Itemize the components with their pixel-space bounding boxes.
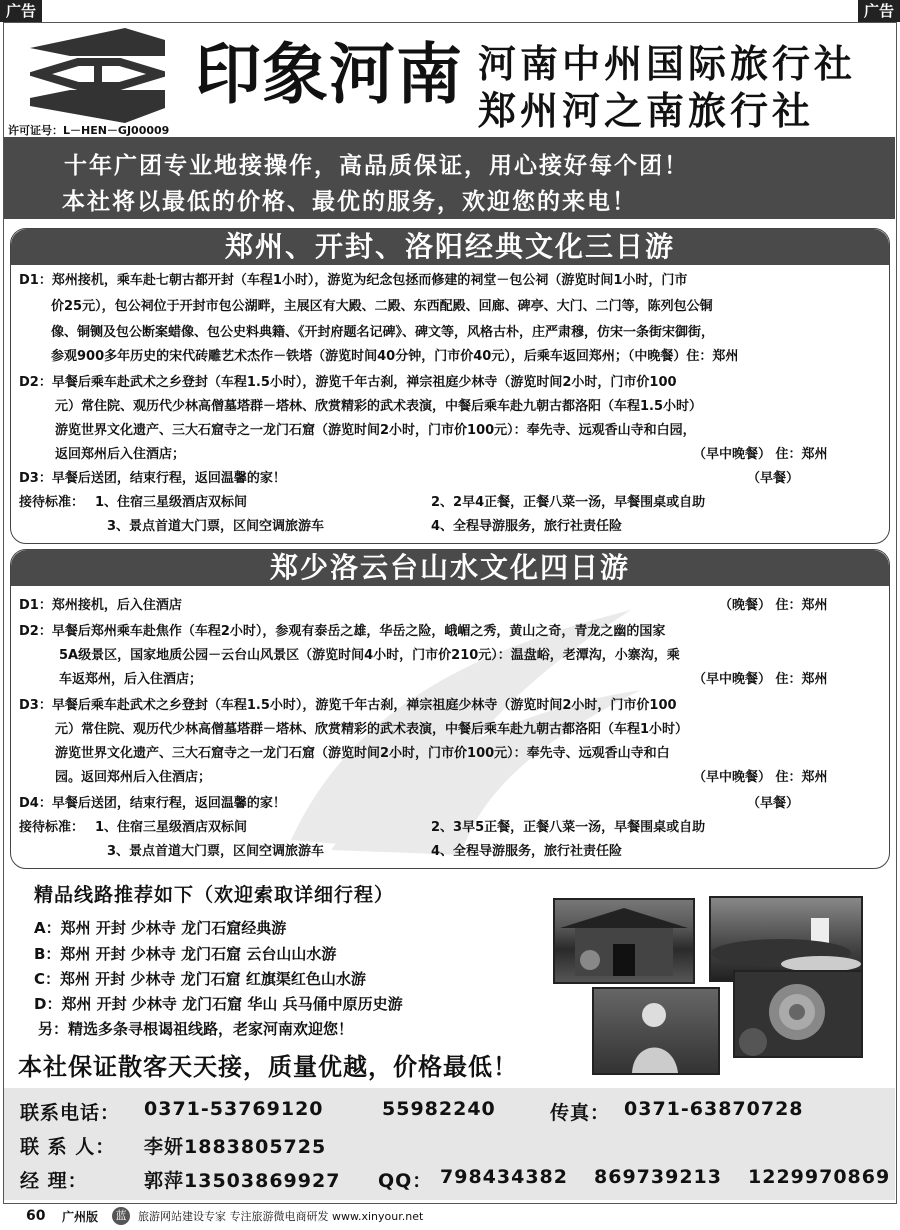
itinerary-line: 5A级景区，国家地质公园－云台山风景区（游览时间4小时，门市价210元）：温盘峪，老潭沟，小寨沟，乘 — [59, 648, 680, 663]
tour-title: 郑州、开封、洛阳经典文化三日游 — [11, 229, 889, 265]
itinerary-line: D2：早餐后郑州乘车赴焦作（车程2小时），参观有泰岳之雄，华岳之险，峨嵋之秀，黄山之奇，青龙之幽的国家 — [19, 624, 666, 639]
itinerary-line: 车返郑州，后入住酒店； — [59, 672, 203, 687]
fax-label: 传真： — [550, 1102, 611, 1124]
qq-label: QQ： — [378, 1170, 433, 1192]
standard-item: 1、住宿三星级酒店双标间 — [95, 495, 248, 510]
route-item: C：郑州 开封 少林寺 龙门石窟 红旗渠红色山水游 — [34, 970, 366, 988]
brand-title: 印象河南 — [195, 36, 463, 113]
tour-panel-1 — [10, 228, 890, 544]
qq-number: 798434382 — [440, 1166, 568, 1188]
contact-person: 李妍1883805725 — [144, 1136, 327, 1158]
meal-info: （晚餐） 住：郑州 — [719, 598, 828, 613]
ad-tag-right: 广告 — [858, 0, 900, 22]
route-item: B：郑州 开封 少林寺 龙门石窟 云台山山水游 — [34, 945, 337, 963]
itinerary-line: 价25元），包公祠位于开封市包公湖畔，主展区有大殿、二殿、东西配殿、回廊、碑亭、大门、二门等，陈列包公铜 — [51, 299, 713, 314]
standard-label: 接待标准： — [19, 820, 85, 835]
tour-panel-2 — [10, 549, 890, 869]
standard-item: 3、景点首道大门票，区间空调旅游车 — [107, 519, 325, 534]
itinerary-line: D3：早餐后乘车赴武术之乡登封（车程1.5小时），游览千年古刹，禅宗祖庭少林寺（游览时间2小时，门市价100 — [19, 698, 677, 713]
manager-label: 经 理： — [20, 1170, 88, 1192]
itinerary-line: 像、铜铡及包公断案蜡像、包公史料典籍、《开封府题名记碑》、碑文等，风格古朴，庄严肃穆，仿宋一条街宋御街， — [51, 325, 715, 340]
recommend-title: 精品线路推荐如下（欢迎索取详细行程） — [34, 884, 395, 906]
phone-number: 0371-53769120 — [144, 1098, 324, 1120]
slogan: 本社保证散客天天接，质量优越，价格最低！ — [18, 1053, 518, 1081]
itinerary-line: D1：郑州接机，后入住酒店 — [19, 598, 182, 613]
itinerary-line: 园。返回郑州后入住酒店； — [55, 770, 212, 785]
photo-temple — [553, 898, 695, 984]
fax-number: 0371-63870728 — [624, 1098, 804, 1120]
itinerary-line: 返回郑州后入住酒店； — [55, 447, 186, 462]
edition: 广州版 — [62, 1210, 99, 1224]
standard-item: 3、景点首道大门票，区间空调旅游车 — [107, 844, 325, 859]
photo-buddha — [592, 987, 720, 1075]
phone-label: 联系电话： — [20, 1102, 121, 1124]
itinerary-line: D1：郑州接机，乘车赴七朝古都开封（车程1小时），游览为纪念包拯而修建的祠堂－包公祠（游览时间1小时，门市 — [19, 273, 688, 288]
route-item: A：郑州 开封 少林寺 龙门石窟经典游 — [34, 919, 287, 937]
meal-info: （早中晚餐） 住：郑州 — [693, 672, 828, 687]
itinerary-line: 游览世界文化遗产、三大石窟寺之一龙门石窟（游览时间2小时，门市价100元）：奉先寺、远观香山寺和白园， — [55, 423, 696, 438]
route-item: D：郑州 开封 少林寺 龙门石窟 华山 兵马俑中原历史游 — [34, 995, 403, 1013]
page-number: 60 — [26, 1208, 46, 1224]
itinerary-line: D2：早餐后乘车赴武术之乡登封（车程1.5小时），游览千年古刹，禅宗祖庭少林寺（游览时间2小时，门市价100 — [19, 375, 677, 390]
standard-item: 2、2早4正餐，正餐八菜一汤，早餐围桌或自助 — [431, 495, 706, 510]
footer-logo-icon: 蓝 — [112, 1207, 130, 1225]
meal-info: （早中晚餐） 住：郑州 — [693, 770, 828, 785]
standard-item: 4、全程导游服务，旅行社责任险 — [431, 519, 623, 534]
agency-logo-icon — [30, 28, 165, 123]
agency-name-1: 河南中州国际旅行社 — [478, 42, 857, 86]
footer-text: 旅游网站建设专家 专注旅游微电商研发 www.xinyour.net — [138, 1210, 424, 1223]
standard-item: 1、住宿三星级酒店双标间 — [95, 820, 248, 835]
promo-banner — [4, 137, 895, 219]
itinerary-line: 元）常住院、观历代少林高僧墓塔群－塔林、欣赏精彩的武术表演，中餐后乘车赴九朝古都洛阳（车程1小时） — [55, 722, 689, 737]
itinerary-line: 元）常住院、观历代少林高僧墓塔群－塔林、欣赏精彩的武术表演，中餐后乘车赴九朝古都洛阳（车程1.5小时） — [55, 399, 703, 414]
itinerary-line: 参观900多年历史的宋代砖雕艺术杰作－铁塔（游览时间40分钟，门市价40元），后乘车返回郑州；（中晚餐）住：郑州 — [51, 349, 739, 364]
phone-number: 55982240 — [382, 1098, 496, 1120]
standard-item: 4、全程导游服务，旅行社责任险 — [431, 844, 623, 859]
ad-tag-left: 广告 — [0, 0, 42, 22]
standard-label: 接待标准： — [19, 495, 85, 510]
meal-info: （早中晚餐） 住：郑州 — [693, 447, 828, 462]
meal-info: （早餐） — [747, 796, 800, 811]
qq-number: 1229970869 — [748, 1166, 891, 1188]
contact-panel — [4, 1088, 895, 1200]
contact-person-label: 联 系 人： — [20, 1136, 116, 1158]
manager: 郭萍13503869927 — [144, 1170, 341, 1192]
license-number: 许可证号：L－HEN－GJ00009 — [8, 124, 170, 137]
standard-item: 2、3早5正餐，正餐八菜一汤，早餐围桌或自助 — [431, 820, 706, 835]
itinerary-line: D4：早餐后送团，结束行程，返回温馨的家！ — [19, 796, 286, 811]
tour-title: 郑少洛云台山水文化四日游 — [11, 550, 889, 586]
qq-number: 869739213 — [594, 1166, 722, 1188]
photo-peony — [733, 970, 863, 1058]
meal-info: （早餐） — [747, 471, 800, 486]
banner-line-2: 本社将以最低的价格、最优的服务，欢迎您的来电！ — [62, 189, 637, 215]
agency-name-2: 郑州河之南旅行社 — [478, 89, 815, 133]
route-extra: 另：精选多条寻根谒祖线路，老家河南欢迎您！ — [38, 1020, 354, 1038]
itinerary-line: D3：早餐后送团，结束行程，返回温馨的家！ — [19, 471, 286, 486]
banner-line-1: 十年广团专业地接操作，高品质保证，用心接好每个团！ — [64, 153, 689, 179]
itinerary-line: 游览世界文化遗产、三大石窟寺之一龙门石窟（游览时间2小时，门市价100元）：奉先寺、远观香山寺和白 — [55, 746, 670, 761]
